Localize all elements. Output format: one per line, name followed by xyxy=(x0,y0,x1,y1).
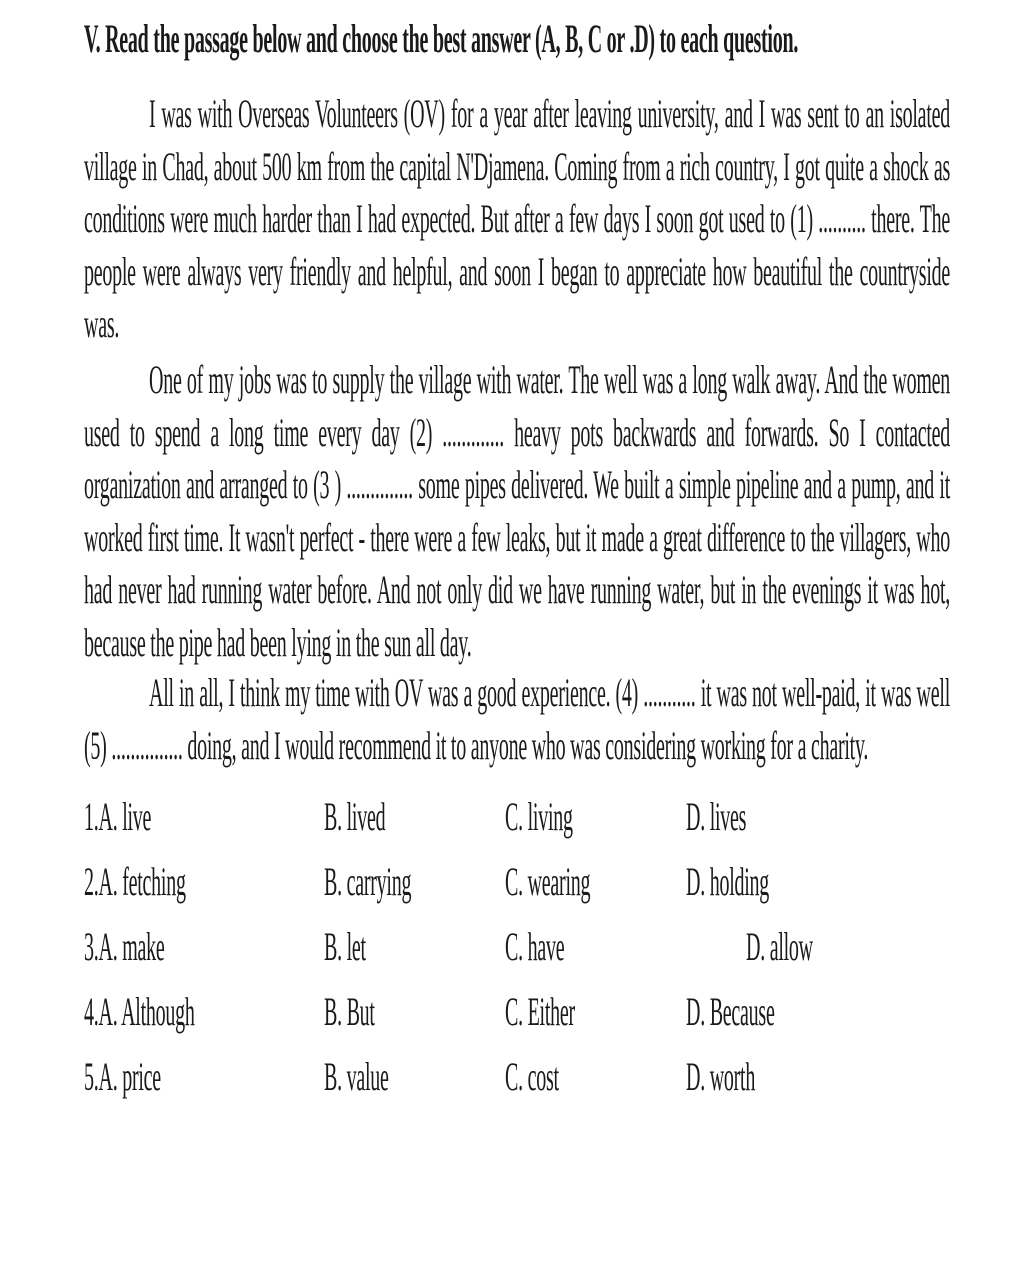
exercise-heading: V. Read the passage below and choose the best answer (A, B, C or .D) to each question. xyxy=(84,16,799,61)
option-3d: D. allow xyxy=(746,924,813,969)
paragraph-2-text: One of my jobs was to supply the village with water. The well was a long walk away. And the women used to spend a long time every day (2) ............. heavy pots backwards and forwards. So I contacted organization and arranged to (3 ) .............. some pipes delivered. We built a simple pipeline and a pump, and it worked first time. It wasn't perfect - there were a few leaks, but it made a great difference to the villagers, who had never had running water before. And not only did we have running water, but in the evenings it was hot, because the pipe had been lying in the sun all day. xyxy=(84,357,950,665)
option-2d: D. holding xyxy=(686,859,770,904)
option-1d: D. lives xyxy=(686,794,747,839)
option-3a: 3.A. make xyxy=(84,924,165,969)
option-4c: C. Either xyxy=(505,989,575,1034)
question-4-options xyxy=(84,987,950,1052)
paragraph-3-text: All in all, I think my time with OV was a good experience. (4) ........... it was not well-paid, it was well (5) ............... doing, and I would recommend it to anyone who was considering working for a charity. xyxy=(84,670,950,768)
answer-options xyxy=(84,792,950,1117)
worksheet-page xyxy=(84,14,950,1099)
option-5d: D. worth xyxy=(686,1054,756,1099)
option-1b: B. lived xyxy=(324,794,386,839)
option-2a: 2.A. fetching xyxy=(84,859,186,904)
option-4d: D. Because xyxy=(686,989,775,1034)
option-4b: B. But xyxy=(324,989,375,1034)
question-1-options xyxy=(84,792,950,857)
option-4a: 4.A. Although xyxy=(84,989,195,1034)
option-5b: B. value xyxy=(324,1054,389,1099)
option-2b: B. carrying xyxy=(324,859,412,904)
question-5-options xyxy=(84,1052,950,1117)
option-3c: C. have xyxy=(505,924,565,969)
question-2-options xyxy=(84,857,950,922)
option-5c: C. cost xyxy=(505,1054,559,1099)
option-5a: 5.A. price xyxy=(84,1054,161,1099)
paragraph-1-text: I was with Overseas Volunteers (OV) for a year after leaving university, and I was sent to an isolated village in Chad, about 500 km from the capital N'Djamena. Coming from a rich country, I got quite a shock as conditions were much harder than I had expected. But after a few days I soon got used to (1) .......... there. The people were always very friendly and helpful, and soon I began to appreciate how beautiful the countryside was. xyxy=(84,91,950,346)
option-3b: B. let xyxy=(324,924,366,969)
passage-paragraph-1 xyxy=(84,88,950,350)
option-1a: 1.A. live xyxy=(84,794,152,839)
option-2c: C. wearing xyxy=(505,859,591,904)
question-3-options xyxy=(84,922,950,987)
option-1c: C. living xyxy=(505,794,573,839)
passage-paragraph-2 xyxy=(84,354,950,666)
